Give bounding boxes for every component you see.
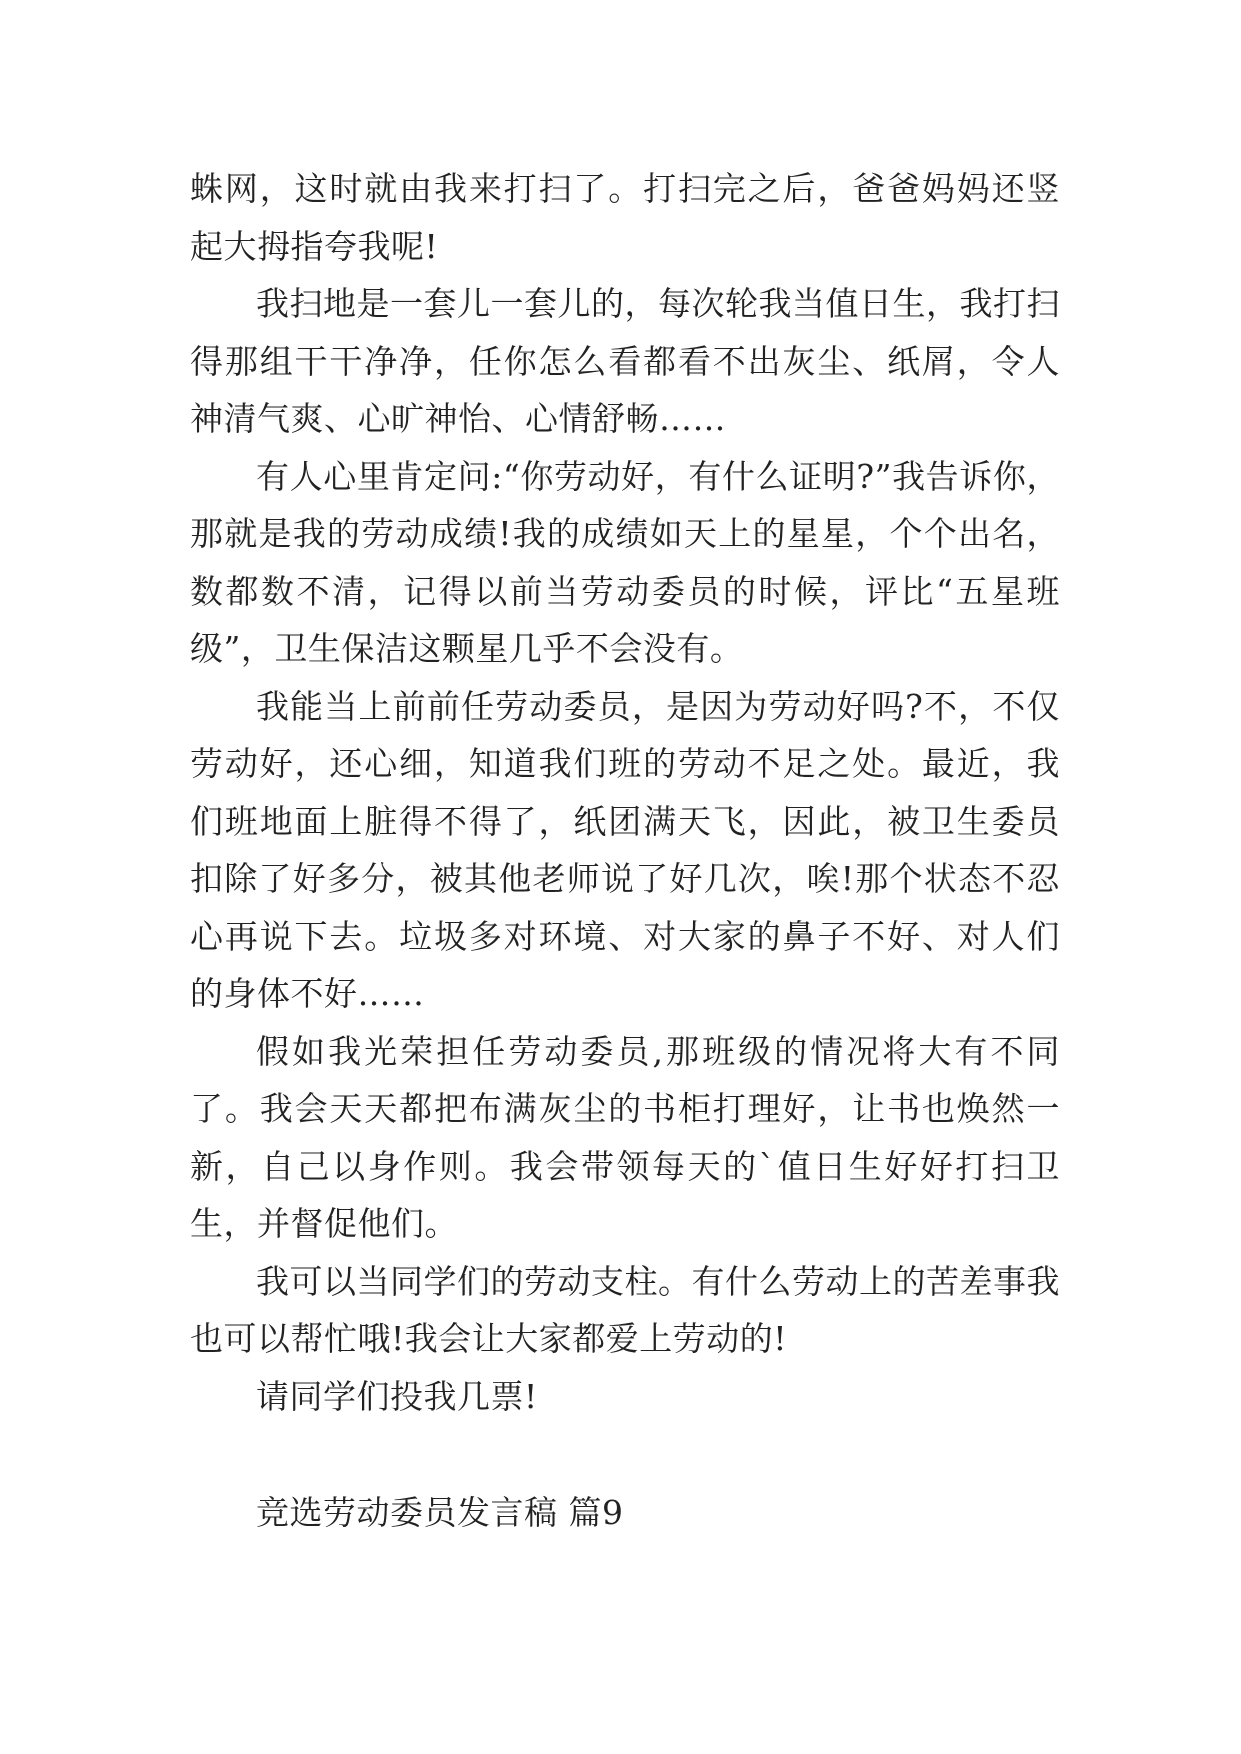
body-text [190, 160, 1060, 1425]
paragraph: 我能当上前前任劳动委员，是因为劳动好吗?不，不仅劳动好，还心细，知道我们班的劳动不足之处。最近，我们班地面上脏得不得了，纸团满天飞，因此，被卫生委员扣除了好多分，被其他老师说了好几次，唉!那个状态不忍心再说下去。垃圾多对环境、对大家的鼻子不好、对人们的身体不好…… [190, 686, 1060, 1013]
section-heading: 竞选劳动委员发言稿 篇9 [256, 1493, 624, 1532]
paragraph: 我扫地是一套儿一套儿的，每次轮我当值日生，我打扫得那组干干净净，任你怎么看都看不出灰尘、纸屑，令人神清气爽、心旷神怡、心情舒畅…… [190, 284, 1060, 438]
paragraph: 我可以当同学们的劳动支柱。有什么劳动上的苦差事我也可以帮忙哦!我会让大家都爱上劳动的! [190, 1261, 1060, 1358]
paragraph: 假如我光荣担任劳动委员,那班级的情况将大有不同了。我会天天都把布满灰尘的书柜打理好，让书也焕然一新，自己以身作则。我会带领每天的`值日生好好打扫卫生，并督促他们。 [190, 1031, 1060, 1243]
paragraph: 请同学们投我几票! [256, 1376, 538, 1416]
paragraph: 有人心里肯定问:“你劳动好，有什么证明?”我告诉你，那就是我的劳动成绩!我的成绩如天上的星星，个个出名，数都数不清，记得以前当劳动委员的时候，评比“五星班级”，卫生保洁这颗星几乎不会没有。 [190, 456, 1060, 668]
paragraph-continued: 蛛网，这时就由我来打扫了。打扫完之后，爸爸妈妈还竖起大拇指夸我呢! [190, 169, 1060, 266]
